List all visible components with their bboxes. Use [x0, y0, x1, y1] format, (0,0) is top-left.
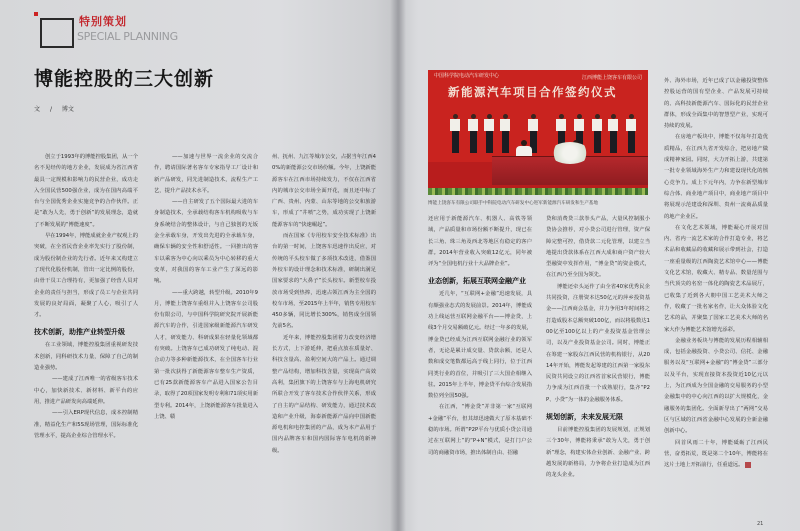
paragraph: 创立于1993年的博能控股集团，从一个名不见经传的地方企业，发展成为省江西省最具一定规模和影响力的民营企业，成功走入全国民营500强企业，成为在国内高端平台与全国优秀企业实施竞争的合作伙伴。正是“敢为人先，勇于创新”的发展理念，造就了不断发展的“博能速度”。	[34, 154, 138, 228]
paragraph: ——建成了江西唯一的省级客车技术中心，加快新技术、新材料、新平台的应用，推进产品研发向高端延伸。	[34, 376, 138, 405]
paragraph: 金融业务板块与博能的发展历程相辅相成，包括金融投资、小贷公司、信托、金融服务以及“互联网+金融”的“博金贷”三部分以及平台，实现直接资本投资近10亿元以上，为江西成为全国金融的交易服务的小型金融集中的中心向江西的以扩大规模化，金融服务的集团化。全面新导出了“两网”交易区与区域的江西省金融中心发展的全新金融创新中心。	[664, 337, 768, 435]
paragraph: 博能还牵头运作了由全省40家优秀民企共同投资，注册资本达50亿元的萍乡投资基金——江西商会基金，并力争用3年时间将之打造成股本总额突破100亿，而以将股数达100亿至100亿以上的产业投资基金管理公司，以及产业投资基金公司。同时，博能正在筹建一家股东江西民营的机构银行，从2014年开始，博能发起筹建的江西第一家股东民资共同设立的江西省首家民营银行，博能力争成为江西首批一个成熟银行，集齐“P2P、小贷”为一体的金融服务体系。	[546, 283, 651, 403]
photo-flower-arrangement	[550, 142, 590, 164]
book-spine-shadow	[390, 0, 406, 531]
paragraph: ——加速与世界一流企业的交流合作，聘请国际著名客车专家指导工厂设计和新产品研发，同先进制造技术，流程生产工艺，提升产品技术水平。	[154, 154, 258, 194]
paragraph: ——自主研发了五个国际最大进的车身制造技术，全承载结构客车机构吸收与车身系统结合的整体设计，与自己独创的无钣金全承载车身，开发出先进的全承载车身，确保车辆的安全性和舒适性。一回推出的客车以乘客为中心向以乘员为中心转移的重大变革，对我国的客车工业产生了深远的影响。	[154, 199, 258, 285]
section-heading-business: 业态创新，拓展互联网金融产业	[428, 277, 526, 286]
photo-person	[500, 114, 510, 154]
paragraph: 还应用于新能源汽车、机器人、高铁等领域，产品质量和市场份额不断提升，现已在长三角、珠三角及西北等地区有稳定的客户群。2014年营业收入突破12亿元，同年被评为“全国电机行业十大品牌企业”。	[428, 216, 532, 268]
paragraph: 而在国家《专用校车安全技术标准》出台的第一时间，上饶客车迅速作出反应，对传统的平头校车做了多项技术改进，借鉴国外校车的设计理念和技术标准，研制出满足国家要求的“大鼻子”长头校车。新型校车投放市场受到热捧，迅速占领江西为主全国的校车市场，至2015年上半年，销售专用校车450多辆，同比增长300%，销售成全国领先前5名。	[272, 233, 376, 330]
photo-person	[626, 114, 636, 154]
article-title: 博能控股的三大创新	[34, 68, 215, 90]
paragraph: 外、海外市场，近年已成了以金融投资整体控股运营的国有型企业、产品发展可持续的、高科技新能源汽车、国际化的民营企业群体，形成全面集中的智慧型产业，实现可持续的发展。	[664, 78, 768, 130]
left-page	[0, 0, 398, 531]
closing-paragraph: 回首风雨二十年，博能砥砺了江西民营，奋勇拓荒，既是第二个10年，博能将在这片土地上开拓前行，任重道远。	[664, 439, 768, 469]
paragraph: 近年来，博能控股集团着力改变经济增长方式，上下游延伸，把重点放在质量好、科技含量高、盈利空间大的产品上。通过调整产品结构，增加科技含量，实现高产高效高利，集团旗下的上饶客车与上海电机研究所联合开发了客车技术合作伙伴关系，形成了自主的产品结构、研发能力，通过技术改造和产业升级，海泰新能源产品向中国新能源电机和电控集团的产品，成为本产品用于国内品牌客车和国内国际客车电机的新神级。	[272, 334, 376, 454]
section-heading-planning: 规划创新，未来发展无限	[546, 413, 623, 422]
paragraph: 目前博能控股集团的发展规划，正规划三个30年，博能将秉承“敢为人先，勇于创新”理念，构建实体企业创新、金融产业、跨越发展的新格局，力争将企业打造成为江西的龙头企业。	[546, 427, 650, 479]
section-label-cn: 特别策划	[79, 15, 127, 28]
section-badge-square-icon	[40, 18, 74, 48]
section-badge-dot	[34, 12, 38, 16]
photo-banner-main: 新能源汽车项目合作签约仪式	[448, 85, 617, 99]
paragraph: ——重大跨越，转型升级。2010年9月，博能上饶客车重组并入上饶客车公司股份有限公司，与中国科学院研究院开展新能源汽车的合作，引进国家级新能源汽车研发人才，研发能力、科研成果在轻量化领域都有突破。上饶客车已成功研发了纯电动、混合动力等多种新能源技术，在全国客车行业第一批次获得了新能源客车整车生产资质，已有25款新能源客车产品进入国家公告目录，取得了20项国家发明专利和71项实用新型专利。2014年，上饶新能源客车批量进入上饶、赣	[154, 289, 258, 420]
photo-person	[450, 114, 460, 154]
paragraph: 在房地产板块中，博能不仅每年打造优质精品，在江西九省开发综合，把房地产做成精神家园。同时，大力开拓上游，共建第一批专业领域海外生产力和建设现代化的核心竞争力。成上下元年内，力争在新型城市综合体、商业地产项目中，商业地产项目中将展现示范建设和深圳、贵州一流商品质量的地产企业区。	[664, 134, 768, 220]
signing-ceremony-photo	[428, 70, 648, 195]
right-column-3	[664, 76, 768, 471]
byline-separator: /	[49, 106, 52, 113]
paragraph: 早在1994年，博能成就企业产权观上的突破，在全省民营企业率先实行了股份制，成为股份制企业的先行者。近年来又构建立了现代化股份机制，管出一定比例的股份，由骨干员工合理持有，更加强了经营人员对企业的责任与担当，形成了员工与企业共同发展的良好局面，凝聚了人心，吸引了人才。	[34, 233, 138, 319]
photo-person	[608, 114, 618, 154]
paragraph: 贷和消费贷三款拳头产品，大量风控制服小贷协会推荐，对小贷公司进行管理，资产保障完整可控，借贷款二元化管理，以建立当地提出贷款体系在江西大成和商户资产较大型融资中发挥作用，“博金贷”的资金模式，在江西乃至全国为领先。	[546, 216, 650, 279]
end-of-article-icon	[745, 462, 751, 468]
photo-caption: 博能上饶客车有限公司联手中科院电动汽车研发中心进军新能源汽车研发和生产基地	[428, 201, 598, 206]
photo-person	[468, 114, 478, 154]
photo-person	[484, 114, 494, 154]
paragraph: 在江西，“博金贷”并非第一家“互联网+金融”平台，但其却迅速做大了原本基础不稳的市场。所谓“P2P平台与优质小贷公司通过在互联网上”的“P+N”模式，是打门户公司的商融资市场，推出体制自由、招融	[428, 404, 532, 456]
byline-author: 博文	[61, 106, 74, 113]
paragraph: 州、抚州、九江等城市公交，占据当年江西40%的新能源公交市场份额。今年，上饶新能源客车在江西市场持续发力，不仅在江西省内的城市公交市场全面开花，而且还中标了广西、贵州、内蒙、山东等地的公交和旅游车，形成了“井喷”之势，成功实现了上饶新能源客车的“快速崛起”。	[272, 154, 377, 228]
byline-prefix: 文	[34, 106, 41, 113]
paragraph: 在工业领域，博能控股集团重视研发技术创新，同科研技术力量，保障了自己的制造业强势。	[34, 342, 138, 372]
section-heading-tech: 技术创新，助推产业转型升级	[34, 328, 125, 337]
photo-seated-signer	[516, 140, 532, 156]
paragraph: 近几年，“互联网+金融”迅速发展，具有颇强业态式的发展前景。2014年，博能成功上线运营互联网金融平台——博金贷，上线3个月交易额破亿元。经过一年多的发展，博金贷已经成为江西互联网金融行业的领军者，无论是累计成交量、贷款余额，还是人数和成交笔数都远高于线上同行，位于江西同类行业的首位，并吸引了三大国企相继入驻。2015年上半年，博金贷平台综合发展指数位列全国50强。	[428, 291, 533, 400]
byline	[34, 104, 82, 113]
left-column-1	[34, 152, 138, 442]
right-column-2	[546, 214, 650, 482]
paragraph	[664, 438, 768, 472]
section-label-en: SPECIAL PLANNING	[77, 30, 178, 43]
photo-banner-right: 江西博能上饶客车有限公司	[581, 75, 642, 81]
paragraph: ——引入ERP现代信息，成本控制精准，精益化生产和5S现场管理，国际标准化管理水平，提高企业综合管理水平。	[34, 410, 138, 439]
left-column-3	[272, 152, 376, 457]
left-column-2	[154, 152, 258, 423]
photo-plants	[428, 188, 648, 195]
photo-person	[592, 114, 602, 154]
photo-banner-left: 中国科学院电动汽车研发中心	[434, 73, 500, 79]
right-column-1	[428, 214, 532, 459]
page-number: 21	[757, 521, 764, 527]
paragraph: 在文化艺术领域，博能凝心开展对国内、省内一流艺术家的合作打造专业，将艺术品和收藏品的收藏和展示带到社会，打造一座重量级的江西陶瓷艺术馆中心——博能文化艺术馆，收藏大、精专品、数量范围与当代顶尖的名窑一体化的陶瓷艺术品展厅，已收集了近到各大朝中国工艺美术大师之作，收藏了一批名家名作，让大众体验文化艺术的品，并聚集了国家工艺美术大师的名家大作为博能艺术馆增光添彩。	[664, 224, 768, 333]
